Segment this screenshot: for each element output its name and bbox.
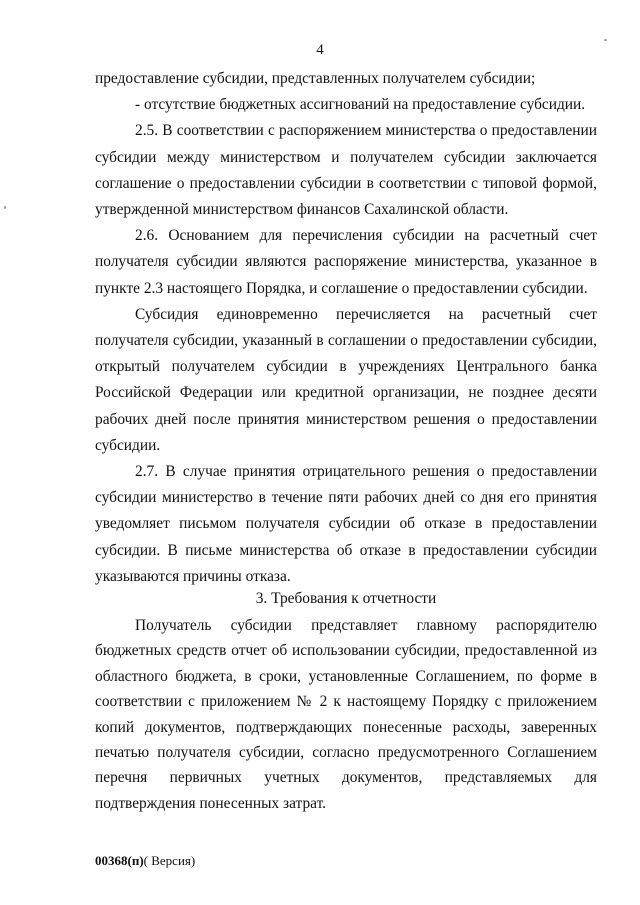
paragraph-2: - отсутствие бюджетных ассигнований на предоставление субсидии. [135,96,586,114]
paragraph-2-6: 2.6. Основанием для перечисления субсидии на расчетный счет получателя субсидии являются распоряжение министерства, указанное в пункте 2.3 настоящего Порядка, и соглашение о предоставлении субсидии. [95,227,597,297]
page-number: 4 [316,42,324,58]
paragraph-2-7: 2.7. В случае принятия отрицательного решения о предоставлении субсидии министерство в течение пяти рабочих дней со дня его принятия уведомляет письмом получателя субсидии об отказе в предоставлении субсидии. В письме министерства об отказе в предоставлении субсидии указываются причины отказа. [95,463,597,585]
scan-speck-mark [604,39,607,41]
document-footer [95,853,195,869]
paragraph-transfer: Субсидия единовременно перечисляется на расчетный счет получателя субсидии, указанный в соглашении о предоставлении субсидии, открытый получателем субсидии в учреждениях Центрального банка Российской Федерации или кредитной организации, не позднее десяти рабочих дней после принятия министерством решения о предоставлении субсидии. [95,305,597,454]
section-paragraph: Получатель субсидии представляет главному распорядителю бюджетных средств отчет об использовании субсидии, предоставленной из областного бюджета, в сроки, установленные Соглашением, по форме в соответствии с приложением № 2 к настоящему Порядку с приложением копий документов, подтверждающих понесенные расходы, заверенных печатью получателя субсидии, согласно предусмотренного Соглашением перечня первичных учетных документов, представляемых для подтверждения понесенных затрат. [95,617,597,812]
paragraph-1: предоставление субсидии, представленных получателем субсидии; [95,70,536,87]
document-version: ( Версия) [143,853,196,868]
section-body [95,613,597,816]
paragraph-2-5: 2.5. В соответствии с распоряжением министерства о предоставлении субсидии между министерством и получателем субсидии заключается соглашение о предоставлении субсидии в соответствии с типовой формой, утвержденной министерством финансов Сахалинской области. [95,122,597,219]
document-code: 00368(п) [95,853,144,868]
document-body [95,66,597,590]
section-heading: 3. Требования к отчетности [255,590,437,607]
scan-speck-mark [4,206,6,209]
